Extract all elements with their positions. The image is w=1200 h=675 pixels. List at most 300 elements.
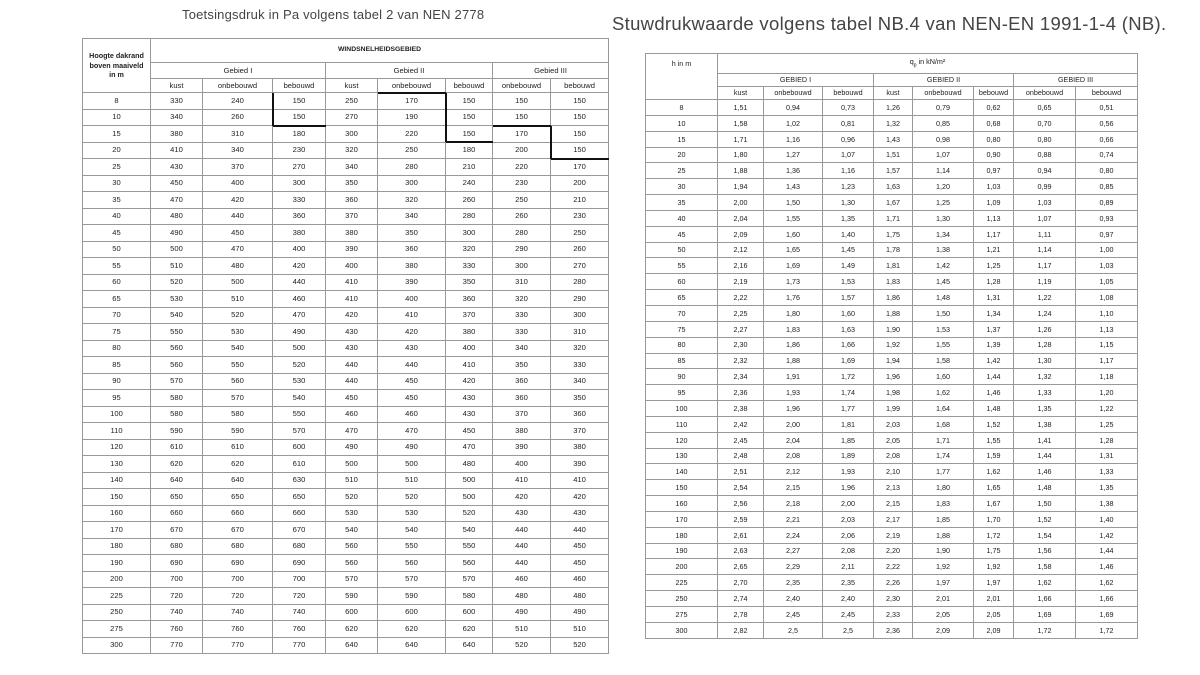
value-cell: 2,78 [718,607,764,623]
value-cell: 660 [203,505,273,522]
value-cell: 2,00 [764,416,823,432]
value-cell: 2,05 [974,607,1014,623]
table-row [83,489,609,506]
value-cell: 170 [378,93,446,110]
height-cell: 100 [83,406,151,423]
value-cell: 460 [551,571,609,588]
value-cell: 2,74 [718,591,764,607]
height-cell: 190 [83,555,151,572]
value-cell: 570 [151,373,203,390]
value-cell: 420 [446,373,493,390]
value-cell: 1,63 [823,321,874,337]
value-cell: 670 [273,522,326,539]
value-cell: 1,51 [874,147,913,163]
value-cell: 1,83 [913,496,974,512]
value-cell: 2,21 [764,511,823,527]
value-cell: 650 [273,489,326,506]
value-cell: 1,50 [913,305,974,321]
value-cell: 360 [378,241,446,258]
value-cell: 460 [273,291,326,308]
value-cell: 520 [203,307,273,324]
value-cell: 1,30 [823,195,874,211]
height-column-header: Hoogte dakrand boven maaiveld in m [83,39,151,93]
value-cell: 1,94 [718,179,764,195]
value-cell: 1,80 [764,305,823,321]
value-cell: 320 [551,340,609,357]
value-cell: 620 [446,621,493,638]
value-cell: 620 [326,621,378,638]
value-cell: 490 [273,324,326,341]
value-cell: 500 [378,456,446,473]
value-cell: 470 [378,423,446,440]
value-cell: 1,28 [1014,337,1076,353]
right-table-title: Stuwdrukwaarde volgens tabel NB.4 van NEN-EN 1991-1-4 (NB). [612,13,1167,34]
height-cell: 300 [646,622,718,638]
column-subheader: onbebouwd [764,87,823,100]
value-cell: 1,92 [974,559,1014,575]
value-cell: 2,65 [718,559,764,575]
value-cell: 1,57 [874,163,913,179]
value-cell: 0,65 [1014,100,1076,116]
value-cell: 230 [493,175,551,192]
height-cell: 25 [646,163,718,179]
value-cell: 2,25 [718,305,764,321]
value-cell: 1,62 [1014,575,1076,591]
value-cell: 700 [203,571,273,588]
value-cell: 2,27 [718,321,764,337]
height-cell: 15 [646,131,718,147]
value-cell: 510 [151,258,203,275]
value-cell: 1,43 [764,179,823,195]
value-cell: 740 [151,604,203,621]
value-cell: 570 [203,390,273,407]
value-cell: 370 [446,307,493,324]
value-cell: 2,22 [718,290,764,306]
value-cell: 0,51 [1076,100,1138,116]
table-row [83,555,609,572]
value-cell: 350 [446,274,493,291]
value-cell: 1,75 [874,226,913,242]
value-cell: 2,01 [974,591,1014,607]
value-cell: 640 [203,472,273,489]
value-cell: 150 [446,109,493,126]
value-cell: 380 [151,126,203,143]
value-cell: 1,75 [974,543,1014,559]
value-cell: 150 [493,93,551,110]
value-cell: 350 [326,175,378,192]
value-cell: 400 [493,456,551,473]
table-row [646,511,1138,527]
value-cell: 480 [493,588,551,605]
table-row [83,126,609,143]
value-cell: 530 [151,291,203,308]
value-cell: 1,05 [1076,274,1138,290]
value-cell: 180 [446,142,493,159]
value-cell: 1,00 [1076,242,1138,258]
value-cell: 500 [446,472,493,489]
value-cell: 2,19 [718,274,764,290]
value-cell: 670 [203,522,273,539]
value-cell: 1,58 [1014,559,1076,575]
value-cell: 440 [326,373,378,390]
value-cell: 520 [378,489,446,506]
value-cell: 740 [203,604,273,621]
value-cell: 1,67 [874,195,913,211]
table-row [646,432,1138,448]
value-cell: 420 [378,324,446,341]
value-cell: 1,32 [874,115,913,131]
value-cell: 1,93 [764,385,823,401]
value-cell: 2,5 [764,622,823,638]
value-cell: 500 [326,456,378,473]
value-cell: 450 [551,555,609,572]
value-cell: 320 [378,192,446,209]
value-cell: 150 [446,126,493,143]
value-cell: 460 [326,406,378,423]
value-cell: 2,82 [718,622,764,638]
value-cell: 1,30 [913,210,974,226]
value-cell: 580 [446,588,493,605]
value-cell: 1,58 [913,353,974,369]
value-cell: 2,05 [913,607,974,623]
value-cell: 1,54 [1014,527,1076,543]
value-cell: 540 [446,522,493,539]
table-row [646,575,1138,591]
value-cell: 380 [493,423,551,440]
value-cell: 1,81 [874,258,913,274]
value-cell: 440 [273,274,326,291]
value-cell: 660 [273,505,326,522]
height-cell: 110 [646,416,718,432]
value-cell: 530 [378,505,446,522]
value-cell: 2,5 [823,622,874,638]
value-cell: 430 [551,505,609,522]
value-cell: 1,59 [974,448,1014,464]
height-cell: 10 [83,109,151,126]
height-cell: 40 [83,208,151,225]
value-cell: 510 [551,621,609,638]
height-cell: 45 [83,225,151,242]
value-cell: 0,98 [913,131,974,147]
value-cell: 1,69 [823,353,874,369]
height-cell: 140 [83,472,151,489]
value-cell: 180 [273,126,326,143]
height-cell: 85 [83,357,151,374]
value-cell: 1,86 [874,290,913,306]
value-cell: 370 [326,208,378,225]
value-cell: 2,59 [718,511,764,527]
value-cell: 1,43 [874,131,913,147]
value-cell: 1,48 [1014,480,1076,496]
value-cell: 1,53 [913,321,974,337]
value-cell: 570 [378,571,446,588]
height-cell: 75 [646,321,718,337]
value-cell: 620 [378,621,446,638]
value-cell: 350 [378,225,446,242]
value-cell: 1,74 [823,385,874,401]
value-cell: 1,23 [823,179,874,195]
table-row [83,522,609,539]
value-cell: 1,70 [974,511,1014,527]
value-cell: 1,28 [1076,432,1138,448]
value-cell: 2,19 [874,527,913,543]
height-cell: 8 [83,93,151,110]
value-cell: 550 [273,406,326,423]
value-cell: 560 [378,555,446,572]
value-cell: 590 [151,423,203,440]
height-cell: 50 [83,241,151,258]
value-cell: 2,22 [874,559,913,575]
value-cell: 420 [326,307,378,324]
value-cell: 2,30 [874,591,913,607]
value-cell: 1,55 [764,210,823,226]
height-cell: 80 [83,340,151,357]
value-cell: 1,18 [1076,369,1138,385]
table-row [83,505,609,522]
value-cell: 1,64 [913,401,974,417]
value-cell: 1,50 [1014,496,1076,512]
value-cell: 590 [378,588,446,605]
value-cell: 430 [326,340,378,357]
value-cell: 280 [551,274,609,291]
value-cell: 1,66 [1076,591,1138,607]
height-cell: 225 [83,588,151,605]
value-cell: 450 [551,538,609,555]
height-cell: 30 [646,179,718,195]
height-cell: 275 [83,621,151,638]
column-subheader: bebouwd [446,79,493,93]
value-cell: 1,45 [913,274,974,290]
value-cell: 500 [203,274,273,291]
value-cell: 1,81 [823,416,874,432]
value-cell: 1,78 [874,242,913,258]
value-cell: 2,63 [718,543,764,559]
value-cell: 1,63 [874,179,913,195]
height-cell: 65 [83,291,151,308]
value-cell: 300 [551,307,609,324]
value-cell: 2,03 [874,416,913,432]
value-cell: 680 [273,538,326,555]
value-cell: 690 [203,555,273,572]
value-cell: 0,85 [1076,179,1138,195]
value-cell: 470 [273,307,326,324]
value-cell: 330 [493,324,551,341]
value-cell: 200 [493,142,551,159]
column-subheader: onbebouwd [493,79,551,93]
left-table-title: Toetsingsdruk in Pa volgens tabel 2 van NEN 2778 [182,7,485,22]
value-cell: 1,48 [913,290,974,306]
value-cell: 2,35 [823,575,874,591]
value-cell: 720 [151,588,203,605]
value-cell: 360 [493,373,551,390]
height-cell: 55 [83,258,151,275]
value-cell: 2,48 [718,448,764,464]
height-column-header: h in m [646,54,718,100]
value-cell: 250 [378,142,446,159]
value-cell: 2,12 [764,464,823,480]
value-cell: 510 [203,291,273,308]
value-cell: 2,61 [718,527,764,543]
height-cell: 275 [646,607,718,623]
value-cell: 560 [203,373,273,390]
value-cell: 1,52 [1014,511,1076,527]
table-row [83,538,609,555]
table-row [646,448,1138,464]
value-cell: 1,90 [874,321,913,337]
value-cell: 550 [151,324,203,341]
value-cell: 670 [151,522,203,539]
value-cell: 410 [326,291,378,308]
table-row [646,274,1138,290]
value-cell: 1,92 [913,559,974,575]
value-cell: 2,16 [718,258,764,274]
height-cell: 25 [83,159,151,176]
value-cell: 0,70 [1014,115,1076,131]
value-cell: 540 [151,307,203,324]
value-cell: 640 [326,637,378,654]
height-cell: 35 [646,195,718,211]
value-cell: 1,71 [913,432,974,448]
value-cell: 490 [493,604,551,621]
value-cell: 290 [493,241,551,258]
value-cell: 230 [273,142,326,159]
value-cell: 1,88 [764,353,823,369]
table-row [83,456,609,473]
value-cell: 1,34 [913,226,974,242]
value-cell: 280 [446,208,493,225]
value-cell: 2,17 [874,511,913,527]
value-cell: 600 [446,604,493,621]
height-cell: 15 [83,126,151,143]
value-cell: 2,11 [823,559,874,575]
value-cell: 1,17 [1014,258,1076,274]
value-cell: 150 [446,93,493,110]
value-cell: 650 [203,489,273,506]
value-cell: 2,05 [874,432,913,448]
value-cell: 640 [151,472,203,489]
value-cell: 1,13 [974,210,1014,226]
table-row [646,100,1138,116]
height-cell: 95 [83,390,151,407]
value-cell: 1,69 [764,258,823,274]
value-cell: 560 [151,357,203,374]
height-cell: 95 [646,385,718,401]
value-cell: 540 [273,390,326,407]
value-cell: 1,89 [823,448,874,464]
value-cell: 1,03 [1076,258,1138,274]
value-cell: 2,42 [718,416,764,432]
value-cell: 1,97 [974,575,1014,591]
table-row [83,175,609,192]
value-cell: 620 [203,456,273,473]
value-cell: 700 [273,571,326,588]
value-cell: 1,11 [1014,226,1076,242]
value-cell: 1,67 [974,496,1014,512]
value-cell: 440 [493,522,551,539]
value-cell: 680 [151,538,203,555]
value-cell: 530 [326,505,378,522]
table-row [646,416,1138,432]
value-cell: 390 [493,439,551,456]
value-cell: 720 [273,588,326,605]
value-cell: 1,60 [764,226,823,242]
value-cell: 340 [493,340,551,357]
value-cell: 1,07 [823,147,874,163]
value-cell: 440 [326,357,378,374]
column-subheader: kust [718,87,764,100]
value-cell: 540 [326,522,378,539]
value-cell: 1,42 [1076,527,1138,543]
value-cell: 340 [378,208,446,225]
value-cell: 510 [326,472,378,489]
value-cell: 1,07 [1014,210,1076,226]
height-cell: 160 [646,496,718,512]
value-cell: 1,96 [823,480,874,496]
value-cell: 2,01 [913,591,974,607]
value-cell: 210 [551,192,609,209]
value-cell: 280 [493,225,551,242]
value-cell: 340 [551,373,609,390]
value-cell: 600 [378,604,446,621]
value-cell: 480 [446,456,493,473]
value-cell: 610 [273,456,326,473]
value-cell: 1,52 [974,416,1014,432]
height-cell: 8 [646,100,718,116]
table-row [646,226,1138,242]
value-cell: 410 [493,472,551,489]
value-cell: 2,51 [718,464,764,480]
value-cell: 1,97 [913,575,974,591]
table-row [646,242,1138,258]
height-cell: 130 [646,448,718,464]
table-row [646,115,1138,131]
table-row [646,559,1138,575]
value-cell: 420 [493,489,551,506]
value-cell: 1,80 [913,480,974,496]
value-cell: 1,32 [1014,369,1076,385]
height-cell: 190 [646,543,718,559]
value-cell: 1,22 [1076,401,1138,417]
value-cell: 1,50 [764,195,823,211]
value-cell: 2,04 [718,210,764,226]
height-cell: 180 [83,538,151,555]
value-cell: 400 [273,241,326,258]
value-cell: 690 [273,555,326,572]
value-cell: 440 [493,555,551,572]
height-cell: 40 [646,210,718,226]
value-cell: 480 [551,588,609,605]
height-cell: 130 [83,456,151,473]
value-cell: 1,71 [718,131,764,147]
table-row [646,591,1138,607]
boundary-line [273,125,326,127]
table-row [83,357,609,374]
value-cell: 470 [446,439,493,456]
value-cell: 540 [378,522,446,539]
height-cell: 200 [83,571,151,588]
value-cell: 1,25 [913,195,974,211]
value-cell: 1,56 [1014,543,1076,559]
value-cell: 660 [151,505,203,522]
value-cell: 520 [326,489,378,506]
value-cell: 2,09 [974,622,1014,638]
value-cell: 260 [493,208,551,225]
height-cell: 160 [83,505,151,522]
value-cell: 310 [551,324,609,341]
value-cell: 430 [446,406,493,423]
value-cell: 1,74 [913,448,974,464]
table-row [646,163,1138,179]
